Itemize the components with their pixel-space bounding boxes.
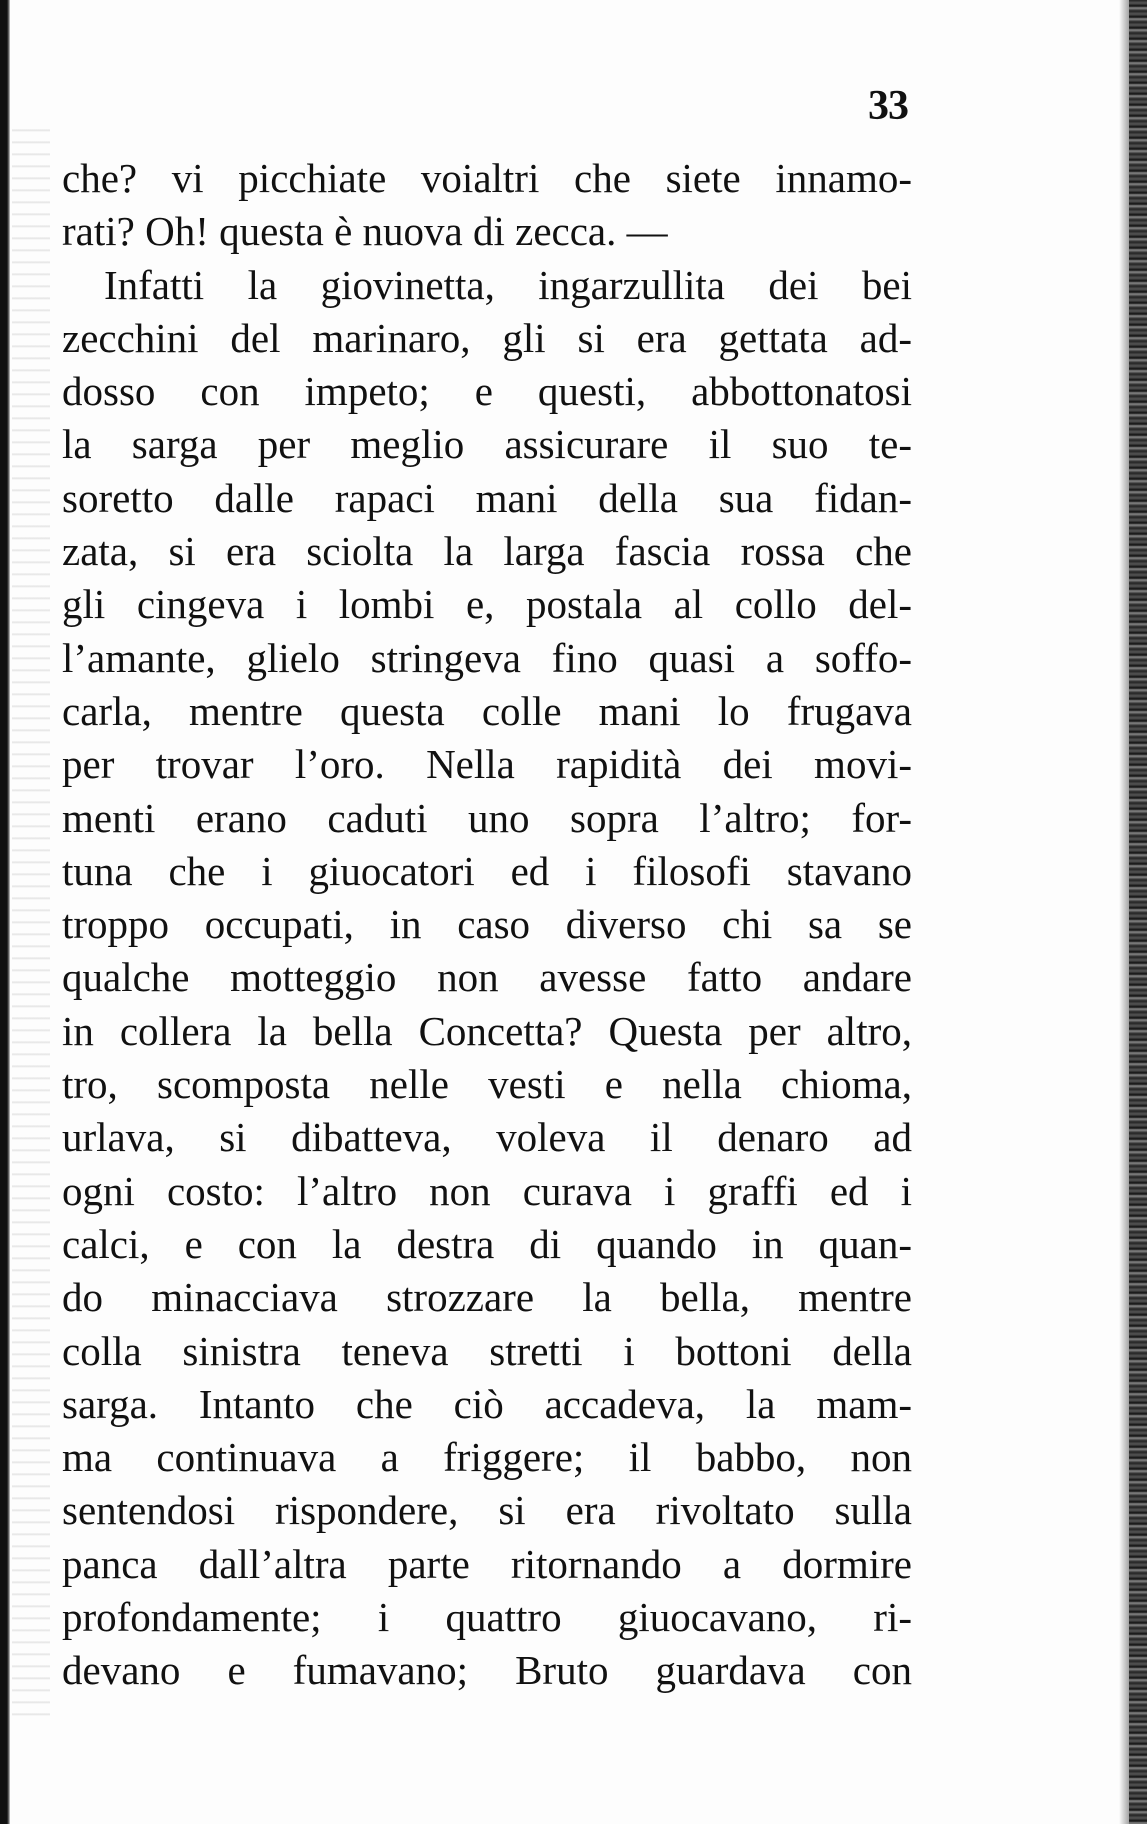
text-line: ogni costo: l’altro non curava i graffi ed i — [62, 1167, 912, 1214]
right-page-edge — [1129, 0, 1147, 1824]
text-line: gli cingeva i lombi e, postala al collo del- — [62, 581, 912, 628]
text-line: che? vi picchiate voialtri che siete innamo- — [62, 155, 912, 201]
text-line: colla sinistra teneva stretti i bottoni della — [62, 1327, 912, 1374]
text-line: devano e fumavano; Bruto guardava con — [62, 1647, 912, 1694]
text-line: ma continuava a friggere; il babbo, non — [62, 1434, 912, 1481]
text-line: zecchini del marinaro, gli si era gettata ad- — [62, 314, 912, 361]
page-number: 33 — [868, 83, 908, 129]
text-line: carla, mentre questa colle mani lo frugava — [62, 687, 912, 734]
text-line: sarga. Intanto che ciò accadeva, la mam- — [62, 1380, 912, 1427]
text-line: panca dall’altra parte ritornando a dormire — [62, 1540, 912, 1587]
text-line: sentendosi rispondere, si era rivoltato sulla — [62, 1487, 912, 1534]
right-edge-shadow — [1119, 0, 1129, 1824]
text-line: rati? Oh! questa è nuova di zecca. — — [62, 208, 668, 255]
text-line: tuna che i giuocatori ed i filosofi stavano — [62, 847, 912, 894]
text-line: tro, scomposta nelle vesti e nella chioma, — [62, 1061, 912, 1108]
text-line: la sarga per meglio assicurare il suo te- — [62, 421, 912, 468]
text-line: soretto dalle rapaci mani della sua fidan- — [62, 474, 912, 521]
text-line: Infatti la giovinetta, ingarzullita dei bei — [104, 261, 912, 308]
text-line: zata, si era sciolta la larga fascia rossa che — [62, 528, 912, 575]
text-line: do minacciava strozzare la bella, mentre — [62, 1274, 912, 1321]
text-line: profondamente; i quattro giuocavano, ri- — [62, 1594, 912, 1641]
text-line: urlava, si dibatteva, voleva il denaro ad — [62, 1114, 912, 1161]
left-binding-edge — [0, 0, 10, 1824]
text-line: calci, e con la destra di quando in quan- — [62, 1220, 912, 1267]
text-line: per trovar l’oro. Nella rapidità dei movi- — [62, 741, 912, 788]
body-text — [62, 152, 912, 1698]
text-line: in collera la bella Concetta? Questa per altro, — [62, 1007, 912, 1054]
text-line: menti erano caduti uno sopra l’altro; for- — [62, 794, 912, 841]
text-line: l’amante, glielo stringeva fino quasi a soffo- — [62, 634, 912, 681]
text-line: qualche motteggio non avesse fatto andare — [62, 954, 912, 1001]
text-line: troppo occupati, in caso diverso chi sa se — [62, 901, 912, 948]
text-line: dosso con impeto; e questi, abbottonatosi — [62, 368, 912, 415]
left-edge-shadow — [12, 120, 50, 1720]
